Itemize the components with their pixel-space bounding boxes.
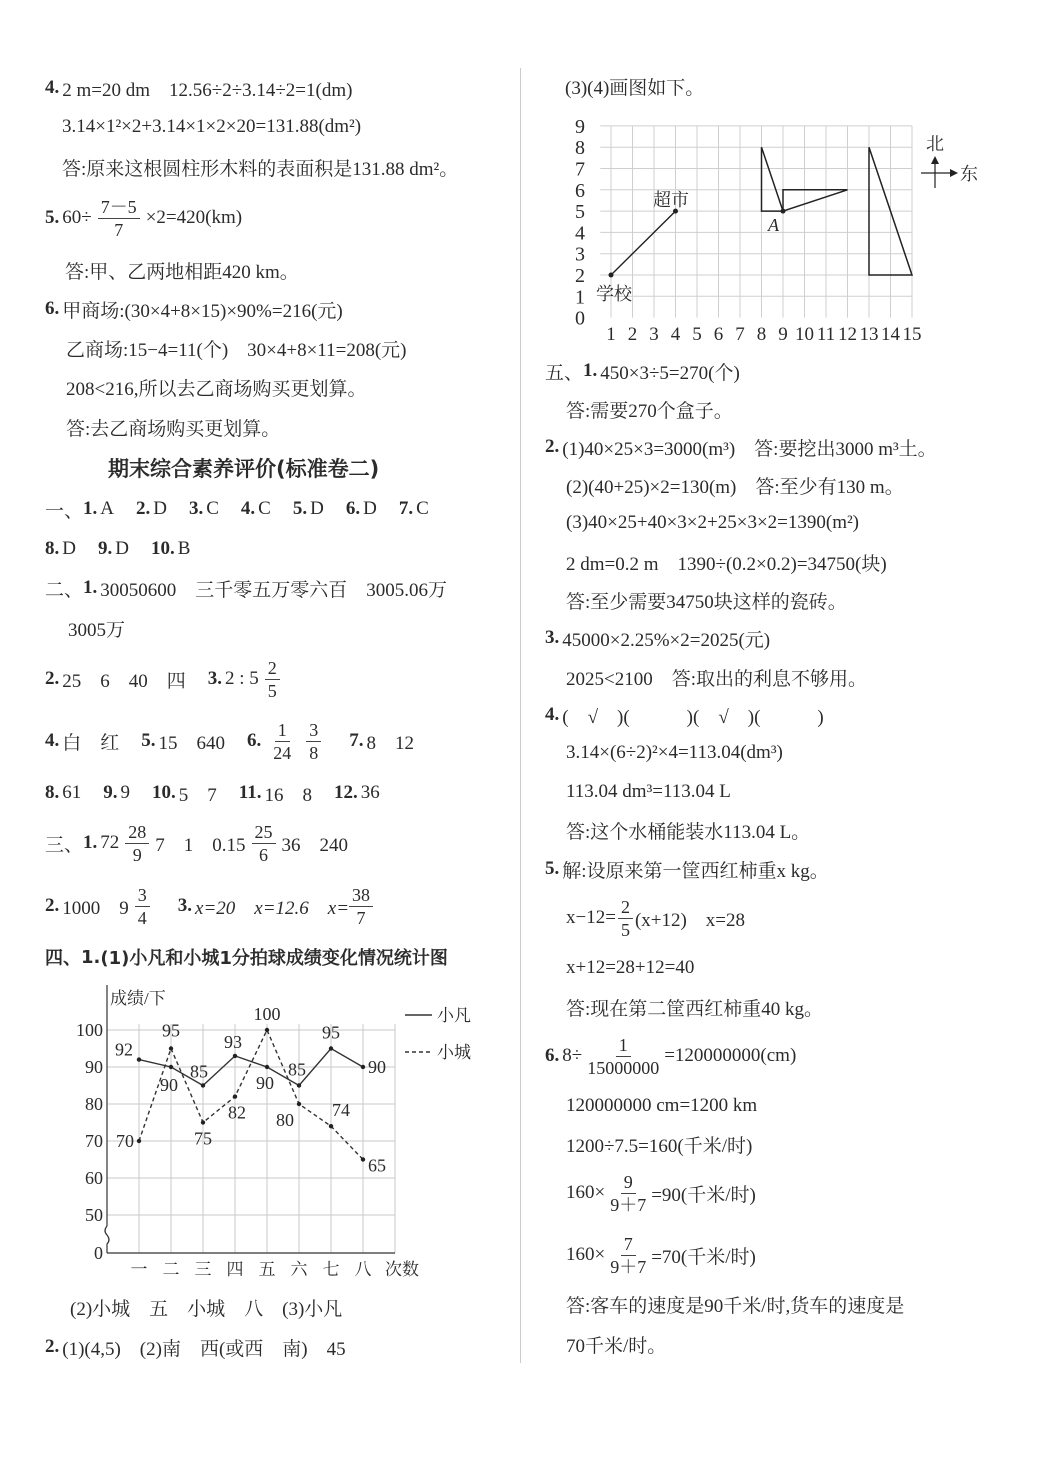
choice-answer: D bbox=[115, 538, 129, 559]
x-tick-label: 一 bbox=[130, 1260, 148, 1279]
data-label: 85 bbox=[288, 1059, 306, 1080]
answer-text: 答:至少需要34750块这样的瓷砖。 bbox=[566, 591, 847, 613]
x-tick-label: 13 bbox=[859, 324, 879, 345]
answer-text: x−12= bbox=[566, 907, 616, 928]
data-label: 65 bbox=[368, 1155, 386, 1176]
numerator: 2 bbox=[618, 898, 633, 919]
y-axis-label: 成绩/下 bbox=[110, 989, 166, 1008]
answer-text: 答:客车的速度是90千米/时,货车的速度是 bbox=[566, 1295, 905, 1317]
school-label: 学校 bbox=[596, 284, 632, 304]
y-tick-label: 3 bbox=[575, 243, 585, 266]
question-number: 7. bbox=[398, 498, 414, 519]
question-number: 2. bbox=[45, 1336, 60, 1357]
answer-text: 450×3÷5=270(个) bbox=[600, 362, 740, 384]
question-number: 5. bbox=[545, 858, 560, 879]
data-point bbox=[361, 1065, 365, 1069]
legend-label: 小城 bbox=[437, 1043, 471, 1062]
choice-answer: D bbox=[62, 538, 76, 559]
section-label: 三、 bbox=[45, 834, 84, 856]
data-point bbox=[169, 1065, 173, 1069]
data-label: 74 bbox=[332, 1100, 350, 1121]
data-point bbox=[201, 1083, 205, 1087]
x-tick-label: 四 bbox=[226, 1260, 244, 1279]
answer-text: ( √ )( )( √ )( ) bbox=[562, 706, 824, 728]
answer-text: 白 红 bbox=[62, 732, 120, 754]
answer-text: (1)40×25×3=3000(m³) 答:要挖出3000 m³土。 bbox=[562, 438, 937, 460]
denominator: 9＋7 bbox=[610, 1194, 647, 1215]
x-tick-label: 9 bbox=[778, 324, 788, 345]
y-tick-label: 5 bbox=[575, 201, 585, 224]
answer-text: 45000×2.25%×2=2025(元) bbox=[562, 629, 771, 651]
question-number: 5. bbox=[141, 730, 156, 751]
compass-east-arrowhead bbox=[950, 169, 958, 177]
choice-answer: D bbox=[363, 498, 377, 519]
data-point bbox=[169, 1046, 173, 1050]
axis-break bbox=[105, 1226, 109, 1253]
question-number: 7. bbox=[349, 730, 364, 751]
denominator: 9＋7 bbox=[610, 1256, 647, 1277]
question-number: 4. bbox=[45, 730, 60, 751]
answer-text: 答:甲、乙两地相距420 km。 bbox=[65, 261, 299, 283]
question-number: 4. bbox=[240, 498, 256, 519]
data-point bbox=[329, 1046, 333, 1050]
question-number: 8. bbox=[45, 782, 60, 803]
question-number: 1. bbox=[81, 946, 101, 968]
data-point bbox=[265, 1065, 269, 1069]
denominator: 8 bbox=[309, 742, 319, 763]
numerator: 2 bbox=[265, 659, 280, 680]
choice-answer: A bbox=[100, 498, 114, 519]
y-tick-label: 0 bbox=[94, 1243, 103, 1263]
answer-text: 61 bbox=[62, 782, 82, 803]
denominator: 24 bbox=[273, 742, 292, 763]
question-number: 3. bbox=[545, 627, 560, 648]
question-number: 9. bbox=[97, 538, 113, 559]
answer-text: 160× bbox=[566, 1182, 606, 1203]
answer-text: ×2=420(km) bbox=[145, 207, 243, 228]
answer-text: 25 6 40 四 bbox=[62, 670, 186, 692]
answer-text: 3005万 bbox=[68, 619, 126, 641]
data-point bbox=[137, 1057, 141, 1061]
question-number: 6. bbox=[247, 730, 262, 751]
question-number: 1. bbox=[83, 832, 98, 853]
numerator: 3 bbox=[135, 886, 150, 907]
data-label: 75 bbox=[194, 1128, 212, 1149]
question-number: 1. bbox=[583, 360, 598, 381]
school-point bbox=[609, 273, 614, 278]
x-tick-label: 12 bbox=[838, 324, 857, 345]
y-tick-label: 0 bbox=[575, 307, 585, 330]
section-title: 期末综合素养评价(标准卷二) bbox=[108, 457, 380, 481]
numerator: 38 bbox=[349, 886, 373, 907]
data-label: 92 bbox=[115, 1039, 133, 1060]
numerator: 7 bbox=[621, 1235, 636, 1256]
data-point bbox=[233, 1054, 237, 1058]
point-a bbox=[781, 209, 786, 214]
answer-text: x+12=28+12=40 bbox=[566, 957, 695, 978]
data-label: 90 bbox=[160, 1075, 178, 1095]
data-label: 93 bbox=[224, 1031, 242, 1052]
denominator: 5 bbox=[620, 919, 630, 940]
numerator: 7－5 bbox=[98, 198, 140, 219]
answer-text: 113.04 dm³=113.04 L bbox=[566, 781, 731, 802]
answer-text: 乙商场:15−4=11(个) 30×4+8×11=208(元) bbox=[66, 339, 407, 361]
answer-text: (2)小城 五 小城 八 (3)小凡 bbox=[70, 1298, 343, 1320]
y-tick-label: 90 bbox=[85, 1057, 103, 1077]
x-tick-label: 4 bbox=[670, 324, 681, 345]
denominator: 7 bbox=[356, 907, 366, 928]
section-label: 四、 bbox=[45, 948, 81, 969]
y-tick-label: 80 bbox=[85, 1094, 103, 1114]
answer-text: 答:需要270个盒子。 bbox=[566, 400, 733, 422]
answer-text: 9 bbox=[120, 782, 130, 803]
data-label: 80 bbox=[276, 1110, 294, 1130]
answer-text: =120000000(cm) bbox=[664, 1045, 797, 1066]
x-tick-label: 8 bbox=[756, 324, 767, 345]
x-tick-label: 10 bbox=[795, 324, 814, 345]
answer-text: 甲商场:(30×4+8×15)×90%=216(元) bbox=[62, 300, 343, 322]
question-number: 1. bbox=[83, 498, 98, 519]
compass-east-label: 东 bbox=[960, 164, 978, 184]
answer-text: 8 12 bbox=[366, 732, 415, 754]
x-tick-label: 7 bbox=[735, 324, 745, 345]
x-tick-label: 6 bbox=[713, 324, 724, 345]
legend-label: 小凡 bbox=[437, 1006, 471, 1025]
x-tick-label: 15 bbox=[902, 324, 922, 345]
choice-answer: D bbox=[153, 498, 167, 519]
data-label: 95 bbox=[322, 1022, 340, 1043]
denominator: 5 bbox=[267, 680, 277, 701]
answer-text: 30050600 三千零五万零六百 3005.06万 bbox=[100, 579, 448, 601]
answer-text: 8÷ bbox=[562, 1045, 583, 1066]
choice-answer: C bbox=[206, 498, 219, 519]
question-number: 4. bbox=[545, 704, 560, 725]
y-tick-label: 7 bbox=[575, 158, 585, 181]
numerator: 28 bbox=[125, 823, 149, 844]
x-tick-label: 3 bbox=[649, 324, 659, 345]
question-number: 10. bbox=[150, 538, 175, 559]
question-number: 9. bbox=[103, 782, 118, 803]
answer-text: =90(千米/时) bbox=[651, 1184, 756, 1206]
question-number: 5. bbox=[292, 498, 308, 519]
y-tick-label: 100 bbox=[76, 1020, 103, 1040]
question-number: 3. bbox=[207, 668, 223, 689]
data-point bbox=[201, 1120, 205, 1124]
answer-text: 72 bbox=[100, 832, 120, 853]
route-line bbox=[611, 211, 676, 275]
x-tick-label: 1 bbox=[606, 324, 616, 345]
question-number: 2. bbox=[45, 668, 60, 689]
y-tick-label: 70 bbox=[85, 1131, 103, 1151]
question-number: 6. bbox=[545, 1045, 560, 1066]
denominator: 4 bbox=[137, 907, 147, 928]
answer-text: 2025<2100 答:取出的利息不够用。 bbox=[566, 668, 867, 690]
answer-text: =70(千米/时) bbox=[651, 1246, 756, 1268]
choice-answer: C bbox=[258, 498, 271, 519]
question-number: 3. bbox=[177, 895, 193, 916]
numerator: 25 bbox=[252, 823, 276, 844]
x-tick-label: 七 bbox=[322, 1260, 340, 1279]
x-tick-label: 三 bbox=[194, 1260, 212, 1279]
answer-text: 答:原来这根圆柱形木料的表面积是131.88 dm²。 bbox=[62, 158, 459, 180]
denominator: 6 bbox=[259, 844, 269, 865]
question-number: 1. bbox=[83, 577, 98, 598]
question-number: 6. bbox=[45, 298, 60, 319]
y-tick-label: 8 bbox=[575, 137, 585, 160]
data-label: 82 bbox=[228, 1102, 246, 1123]
answer-text: 3.14×1²×2+3.14×1×2×20=131.88(dm²) bbox=[62, 116, 362, 137]
denominator: 9 bbox=[132, 844, 142, 865]
x-tick-label: 5 bbox=[692, 324, 702, 345]
data-point bbox=[137, 1139, 141, 1143]
x-tick-label: 二 bbox=[162, 1260, 180, 1279]
answer-text: 36 240 bbox=[281, 834, 349, 856]
question-number: 6. bbox=[345, 498, 361, 519]
answer-text: 120000000 cm=1200 km bbox=[566, 1095, 758, 1116]
data-point bbox=[233, 1094, 237, 1098]
choice-answer: C bbox=[416, 498, 429, 519]
x-tick-label: 14 bbox=[881, 324, 900, 345]
question-number: 2. bbox=[136, 498, 151, 519]
answer-text: (2)(40+25)×2=130(m) 答:至少有130 m。 bbox=[566, 476, 904, 498]
data-label: 70 bbox=[116, 1131, 134, 1151]
answer-text: (x+12) x=28 bbox=[634, 909, 746, 931]
answer-text: 2 dm=0.2 m 1390÷(0.2×0.2)=34750(块) bbox=[566, 553, 887, 575]
compass-north-label: 北 bbox=[926, 134, 944, 154]
question-number: 2. bbox=[545, 436, 560, 457]
y-tick-label: 6 bbox=[575, 179, 585, 202]
question-number: 12. bbox=[333, 782, 358, 803]
numerator: 3 bbox=[306, 721, 321, 742]
y-tick-label: 4 bbox=[575, 222, 585, 245]
answer-text: 2 : 5 bbox=[225, 668, 259, 689]
numerator: 9 bbox=[621, 1173, 636, 1194]
answer-text: x=20 x=12.6 x= bbox=[195, 897, 350, 919]
triangle-rotated bbox=[783, 190, 848, 211]
question-number: 11. bbox=[238, 782, 262, 803]
data-point bbox=[361, 1157, 365, 1161]
answer-text: (1)(4,5) (2)南 西(或西 南) 45 bbox=[62, 1338, 346, 1360]
numerator: 1 bbox=[616, 1036, 631, 1057]
x-tick-label: 五 bbox=[258, 1260, 276, 1279]
question-number: 4. bbox=[45, 77, 60, 98]
answer-text: 160× bbox=[566, 1244, 606, 1265]
denominator: 7 bbox=[114, 219, 124, 240]
y-tick-label: 60 bbox=[85, 1168, 103, 1188]
point-a-label: A bbox=[768, 215, 779, 235]
answer-text: 答:去乙商场购买更划算。 bbox=[66, 418, 281, 440]
answer-text: 解:设原来第一筐西红柿重x kg。 bbox=[562, 860, 829, 882]
data-point bbox=[297, 1083, 301, 1087]
section-label: 二、 bbox=[45, 579, 84, 601]
question-number: 10. bbox=[152, 782, 176, 803]
y-tick-label: 1 bbox=[575, 286, 585, 309]
data-label: 95 bbox=[162, 1020, 180, 1041]
x-axis-label: 次数 bbox=[385, 1260, 419, 1279]
choice-answer: D bbox=[310, 498, 324, 519]
line-chart bbox=[76, 985, 471, 1279]
compass-north-arrowhead bbox=[931, 156, 939, 164]
x-tick-label: 八 bbox=[354, 1260, 372, 1279]
question-number: 2. bbox=[45, 895, 60, 916]
y-tick-label: 9 bbox=[575, 115, 585, 138]
answer-text: 16 8 bbox=[264, 784, 312, 806]
answer-text: 1200÷7.5=160(千米/时) bbox=[566, 1135, 753, 1157]
x-tick-label: 六 bbox=[290, 1260, 308, 1279]
chart-caption: (1)小凡和小城1分拍球成绩变化情况统计图 bbox=[100, 948, 448, 969]
answer-text: (3)(4)画图如下。 bbox=[565, 77, 705, 99]
answer-text: 3.14×(6÷2)²×4=113.04(dm³) bbox=[566, 742, 783, 763]
data-point bbox=[329, 1124, 333, 1128]
x-tick-label: 2 bbox=[627, 324, 638, 345]
market-label: 超市 bbox=[653, 190, 689, 210]
answer-text: 答:现在第二筐西红柿重40 kg。 bbox=[566, 998, 824, 1020]
coordinate-figure bbox=[575, 116, 978, 345]
y-tick-label: 50 bbox=[85, 1205, 103, 1225]
question-number: 3. bbox=[188, 498, 204, 519]
question-number: 8. bbox=[45, 538, 60, 559]
answer-text: 15 640 bbox=[158, 732, 226, 754]
answer-text: 答:这个水桶能装水113.04 L。 bbox=[566, 821, 811, 843]
data-label: 90 bbox=[256, 1073, 274, 1093]
section-label: 五、 bbox=[545, 362, 584, 384]
numerator: 1 bbox=[275, 721, 290, 742]
question-number: 5. bbox=[45, 207, 60, 228]
triangle-original bbox=[762, 147, 784, 211]
answer-text: 5 7 bbox=[178, 784, 217, 806]
x-tick-label: 11 bbox=[816, 324, 836, 345]
answer-text: 1000 9 bbox=[62, 897, 129, 919]
data-point bbox=[265, 1028, 269, 1032]
answer-text: 2 m=20 dm 12.56÷2÷3.14÷2=1(dm) bbox=[62, 79, 353, 101]
answer-text: (3)40×25+40×3×2+25×3×2=1390(m²) bbox=[566, 512, 860, 533]
data-label: 85 bbox=[190, 1061, 208, 1082]
answer-text: 7 1 0.15 bbox=[155, 834, 246, 856]
denominator: 15000000 bbox=[587, 1057, 660, 1078]
answer-text: 70千米/时。 bbox=[566, 1335, 667, 1357]
answer-text: 36 bbox=[360, 782, 380, 803]
answer-text: 208<216,所以去乙商场购买更划算。 bbox=[66, 378, 367, 400]
answer-text: 60÷ bbox=[62, 207, 92, 228]
data-point bbox=[297, 1102, 301, 1106]
y-tick-label: 2 bbox=[575, 265, 585, 287]
data-label: 90 bbox=[368, 1057, 386, 1077]
data-label: 100 bbox=[253, 1004, 281, 1024]
choice-answer: B bbox=[177, 538, 191, 559]
section-label: 一、 bbox=[45, 500, 84, 522]
